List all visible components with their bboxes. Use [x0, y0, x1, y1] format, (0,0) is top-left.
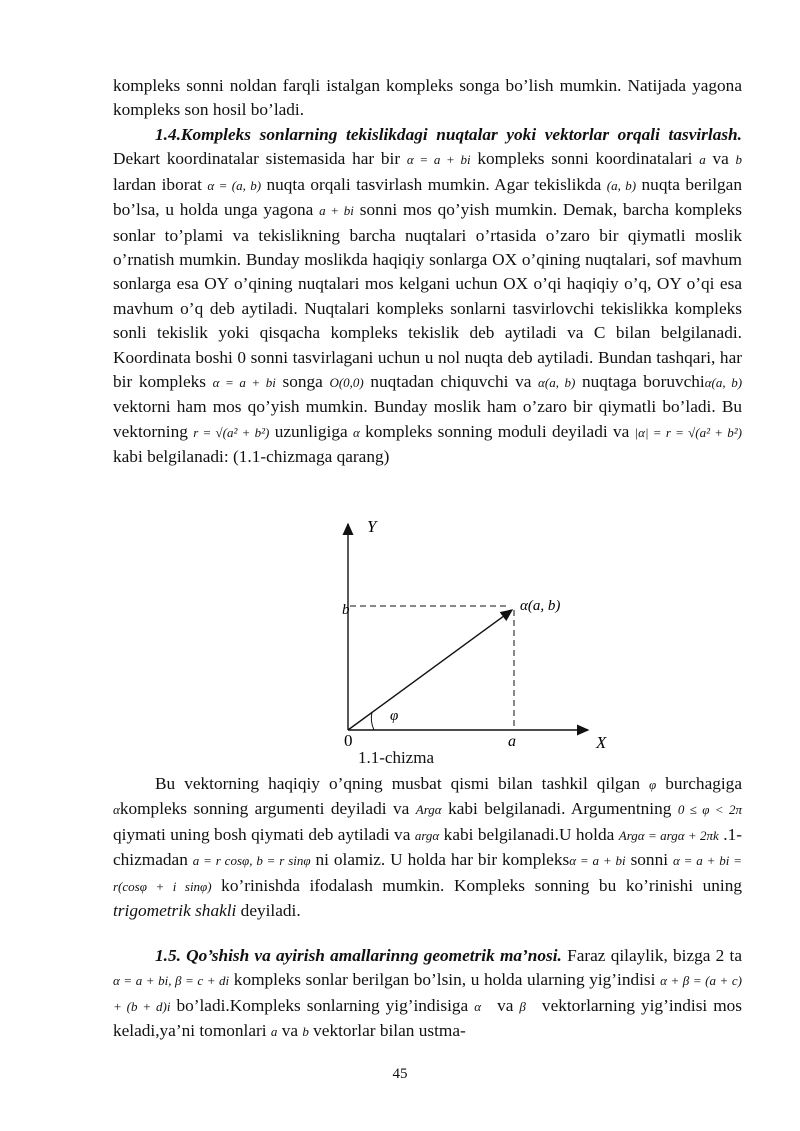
paragraph-3	[113, 772, 742, 923]
formula: b	[735, 152, 743, 168]
formula: α + β = (a + c) + (b + d)i	[113, 973, 742, 1014]
p2-text: nuqta berilgan bo’lsa, u holda unga yagona	[113, 174, 742, 220]
p3-text: kabi belgilanadi. Argumentning	[441, 799, 678, 819]
x-axis-label: X	[596, 733, 607, 752]
p2-text: kompleks sonning moduli deyiladi va	[359, 421, 635, 441]
formula: φ	[649, 777, 657, 792]
formula: α	[113, 802, 120, 818]
formula: α⃗	[474, 998, 492, 1014]
paragraph-1	[113, 74, 742, 123]
p4-text: bo’ladi.Kompleks sonlarning yig’indisiga	[170, 995, 475, 1015]
p4-text: vektorlar bilan ustma-	[308, 1021, 466, 1041]
paragraph-4	[113, 944, 742, 1045]
formula: a	[699, 152, 706, 168]
p2-text: kompleks sonni koordinatalari	[470, 149, 700, 169]
p2-text: nuqta orqali tasvirlash mumkin. Agar tekislikda	[261, 174, 607, 194]
formula: α = a + bi = r(cosφ + i sinφ)	[113, 853, 742, 894]
vector-alpha	[348, 610, 512, 730]
formula: α = a + bi, β = c + di	[113, 973, 230, 989]
y-axis-label: Y	[367, 518, 377, 536]
formula: O(0,0)	[329, 375, 364, 391]
formula: α = (a, b)	[207, 177, 262, 193]
p4-text: kompleks sonlar berilgan bo’lsin, u holda ularning yig’indisi	[229, 970, 661, 990]
formula: a	[270, 1024, 278, 1040]
formula: r = √(a² + b²)	[193, 424, 270, 440]
p2-text: lardan iborat	[113, 174, 208, 194]
formula: |α| = r = √(a² + b²)	[634, 424, 743, 440]
origin-label: 0	[344, 731, 353, 750]
p2-text: nuqtadan chiquvchi va	[363, 372, 539, 392]
angle-label: φ	[390, 708, 399, 724]
trigonometric-form-term: trigometrik shakli	[113, 901, 237, 921]
p2-text: songa	[275, 372, 330, 392]
angle-arc	[371, 712, 374, 730]
formula: α(a, b)	[704, 375, 743, 391]
p3-text: burchagiga	[656, 774, 742, 793]
p2-text: uzunligiga	[269, 421, 353, 441]
formula: Argα = argα + 2πk	[618, 827, 719, 843]
p4-text: Faraz qilaylik, bizga 2 ta	[561, 946, 742, 965]
formula: β⃗	[519, 998, 536, 1014]
section-heading-1-4: 1.4.Kompleks sonlarning tekislikdagi nuqtalar yoki vektorlar orqali tasvirlash.	[155, 125, 742, 144]
p3-text: Bu vektorning haqiqiy o’qning musbat qismi bilan tashkil qilgan	[155, 774, 649, 793]
formula: α = a + bi	[212, 375, 276, 391]
p4-text: vektorlarning yig’indisi mos keladi,ya’ni tomonlari	[113, 995, 743, 1041]
p2-text: sonni mos qo’yish mumkin. Demak, barcha kompleks sonlar to’plami va tekislikning barcha nuqtalari o’rtasida o’zaro bir qiymatli moslik o’rnatish mumkin. Bunday moslikda haqiqiy sonlarga OX o’qining nuqtalari, sof mavhum sonlarga esa OY o’qining nuqtalari mos kelgani uchun OX o’qi haqiqiy o’q, OY o’qi esa mavhum o’q deb aytiladi. Nuqtalari kompleks sonlarni tasvirlovchi tekislikka kompleks sonli tekislik yoki qisqacha kompleks tekislik deb aytiladi va C bilan belgilanadi. Koordinata boshi 0 sonni tasvirlagani uchun u nol nuqta deb aytiladi. Bundan tashqari, har bir kompleks	[113, 200, 742, 392]
formula: (a, b)	[606, 177, 637, 193]
complex-plane-figure	[330, 518, 630, 758]
p2-text: kabi belgilanadi: (1.1-chizmaga qarang)	[113, 447, 390, 467]
formula: a = r cosφ, b = r sinφ	[192, 853, 311, 869]
p3-text: sonni	[625, 850, 673, 870]
formula: argα	[414, 827, 440, 843]
p4-text: va	[491, 995, 520, 1015]
b-label: b	[342, 602, 350, 618]
formula: Argα	[415, 802, 442, 818]
p3-text: .1-chizmadan	[113, 824, 742, 870]
p2-text: nuqtaga boruvchi	[575, 372, 705, 392]
p4-text: va	[277, 1021, 303, 1041]
formula: α(a, b)	[538, 375, 576, 391]
p2-text: va	[705, 149, 736, 169]
formula: α = a + bi	[406, 152, 471, 168]
p2-text: vektorni ham mos qo’yish mumkin. Bunday moslik ham o’zaro bir qiymatli bo’ladi. Bu vektorning	[113, 397, 742, 441]
formula: α	[352, 424, 360, 440]
paragraph-1-text: kompleks sonni noldan farqli istalgan kompleks songa bo’lish mumkin. Natijada yagona kompleks son hosil bo’ladi.	[113, 76, 742, 120]
point-label: α(a, b)	[520, 598, 561, 614]
p3-text: kabi belgilanadi.U holda	[439, 824, 619, 844]
p3-text: ko’rinishda ifodalash mumkin. Kompleks sonning bu ko’rinishi uning	[211, 875, 742, 895]
p3-text: qiymati uning bosh qiymati deb aytiladi va	[113, 824, 415, 844]
formula: 0 ≤ φ < 2π	[677, 802, 742, 818]
a-label: a	[508, 733, 516, 750]
p3-text: kompleks sonning argumenti deyiladi va	[119, 799, 416, 819]
paragraph-2	[113, 123, 742, 470]
formula: a + bi	[319, 203, 354, 219]
page-number: 45	[392, 1066, 408, 1082]
formula: α = a + bi	[569, 853, 626, 869]
p3-text: ni olamiz. U holda har bir kompleks	[310, 850, 570, 870]
p2-text: Dekart koordinatalar sistemasida har bir	[113, 149, 407, 169]
p3-text: deyiladi.	[236, 901, 301, 921]
section-heading-1-5: 1.5. Qo’shish va ayirish amallarinng geometrik ma’nosi.	[155, 946, 562, 965]
formula: b	[302, 1024, 309, 1040]
figure-caption: 1.1-chizma	[358, 748, 434, 767]
